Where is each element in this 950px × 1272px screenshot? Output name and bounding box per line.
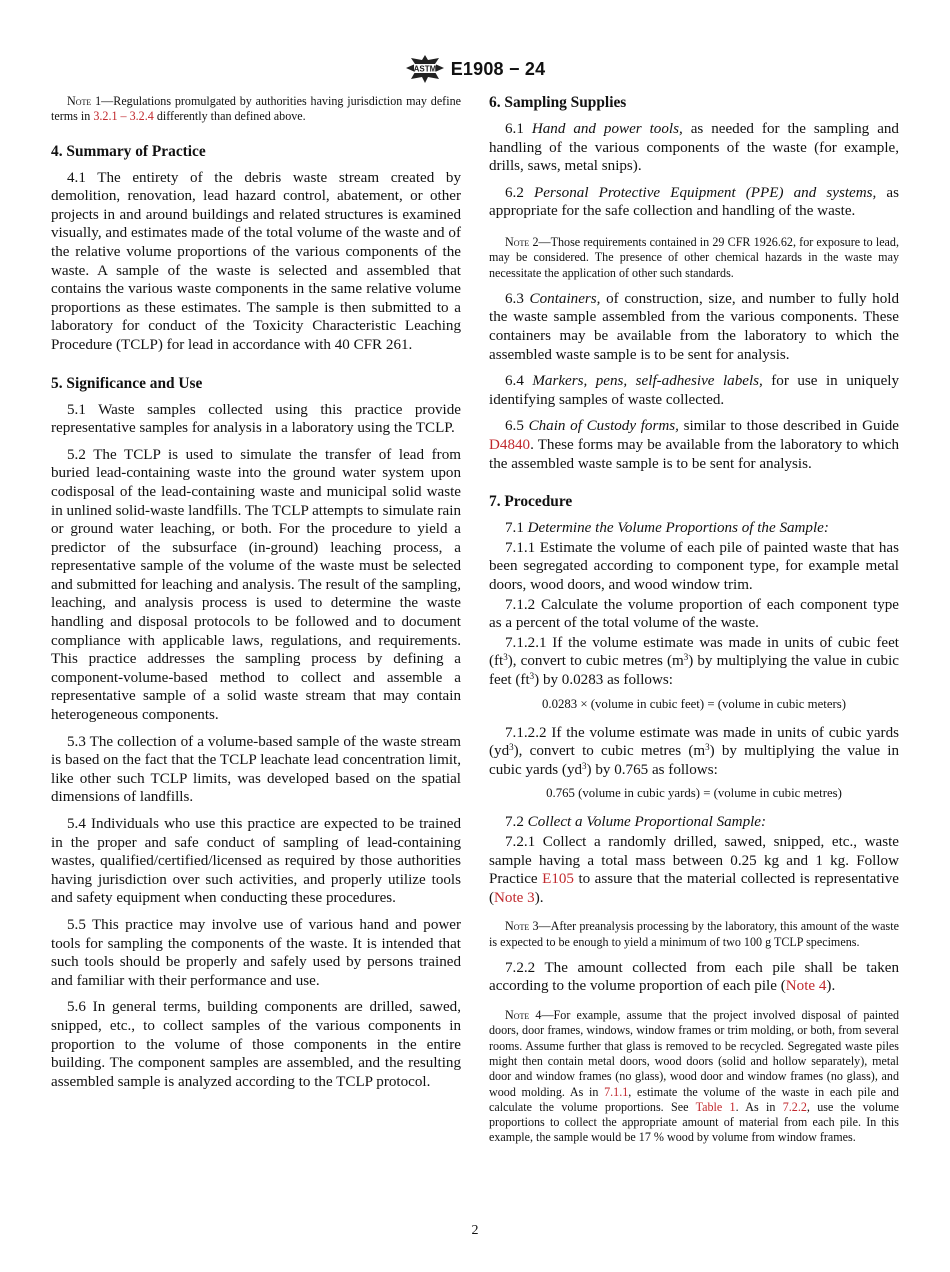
note-1: Note 1—Regulations promulgated by authorities having jurisdiction may define terms in 3.2.1 – 3.2.4 differently than defined above. bbox=[51, 94, 461, 124]
paragraph-6-5: 6.5 Chain of Custody forms, similar to those described in Guide D4840. These forms may be available from the laboratory to which the assembled waste sample is to be sent for analysis. bbox=[489, 418, 900, 472]
link-d4840[interactable]: D4840 bbox=[489, 437, 531, 454]
paragraph-5-3: 5.3 The collection of a volume-based sample of the waste stream is based on the fact that the TCLP leachate lead concentration limit, like other such TCLP limits, was developed based on the spatial dimensions of landfills. bbox=[51, 733, 461, 806]
svg-text:ASTM: ASTM bbox=[413, 64, 437, 74]
paragraph-5-1: 5.1 Waste samples collected using this practice provide representative samples for analysis in a laboratory using the TCLP. bbox=[51, 401, 461, 437]
paragraph-5-5: 5.5 This practice may involve use of various hand and power tools for sampling the components of the waste. It is intended that such tools should be properly and safely used by persons trained and familiar with their performance and use. bbox=[51, 916, 461, 989]
paragraph-6-3: 6.3 Containers, of construction, size, and number to fully hold the waste sample assembled from the various components. These containers may be available from the laboratory to which the assembled waste sample is to be sent for analysis. bbox=[489, 290, 899, 363]
note-2: Note 2—Those requirements contained in 29 CFR 1926.62, for exposure to lead, may be considered. The presence of other chemical hazards in the waste may necessitate the application of other such standards. bbox=[489, 234, 899, 280]
paragraph-7-1: 7.1 Determine the Volume Proportions of the Sample: bbox=[505, 520, 829, 537]
section-5-title: 5. Significance and Use bbox=[51, 374, 203, 392]
link-3-2-1[interactable]: 3.2.1 – 3.2.4 bbox=[93, 109, 154, 124]
paragraph-7-1-2-1: 7.1.2.1 If the volume estimate was made in units of cubic feet $(ft^3)$, convert to cubic metres $(m^3)$ by multiplying the value in cubic feet $(ft^3)$ by 0.0283 as follows: bbox=[489, 634, 899, 688]
paragraph-7-1-1: 7.1.1 Estimate the volume of each pile of painted waste that has been segregated according to component type, for example metal doors, wood doors, and wood window trim. bbox=[489, 539, 899, 593]
paragraph-7-2-2: 7.2.2 The amount collected from each pile shall be taken according to the volume proportion of each pile (Note 4). bbox=[489, 959, 899, 995]
paragraph-7-1-2: 7.1.2 Calculate the volume proportion of each component type as a percent of the total volume of the waste. bbox=[489, 596, 899, 632]
right-column bbox=[489, 94, 899, 1155]
paragraph-7-2-1: 7.2.1 Collect a randomly drilled, sawed, snipped, etc., waste sample having a total mass between 0.25 kg and 1 kg. Follow Practice E105 to assure that the material collected is representative (Note 3). bbox=[489, 833, 899, 906]
paragraph-7-2: 7.2 Collect a Volume Proportional Sample: bbox=[505, 814, 767, 831]
section-7-title: 7. Procedure bbox=[489, 493, 573, 511]
link-note-3[interactable]: Note 3 bbox=[494, 889, 535, 906]
note-4: Note 4—For example, assume that the project involved disposal of painted doors, door frames, windows, window frames or trim molding, or both, from several rooms. Assume further that glass is removed to be recycled. Segregated waste piles might then contain metal doors, wood doors (solid and hollow separately), metal door and window frames (no glass), wood door and window frames (no glass), and wood molding. As in 7.1.1, estimate the volume of the waste in each pile and calculate the volume proportions. See Table 1. As in 7.2.2, use the volume proportions to collect the appropriate amount of material from each pile. In this example, the sample would be 17 % wood by volume from window frames. bbox=[489, 1008, 900, 1145]
paragraph-5-2: 5.2 The TCLP is used to simulate the transfer of lead from buried lead-containing waste into the ground water system upon codisposal of the lead-containing waste and municipal solid waste in unlined solid-waste landfills. The TCLP attempts to simulate rain or ground water leaching, or both. For the procedure to yield a predictor of the subsurface (in-ground) leaching process, a representative sample of the volume of the waste must be selected and submitted for leaching and analysis. The result of the sampling, leaching, and analysis process is used to determine the waste handling and disposal protocols to be followed and to document compliance with applicable laws, regulations, and requirements. This practice addresses the sampling process by defining a component-volume-based method to collect and assemble a representative sample of a solid waste stream that may contain heterogeneous components. bbox=[51, 446, 461, 724]
document-designation: E1908 − 24 bbox=[450, 58, 546, 79]
left-column bbox=[51, 94, 461, 1099]
paragraph-6-4: 6.4 Markers, pens, self-adhesive labels, for use in uniquely identifying samples of waste collected. bbox=[489, 373, 900, 408]
page-header bbox=[0, 52, 950, 86]
paragraph-4-1: 4.1 The entirety of the debris waste stream created by demolition, renovation, lead hazard control, abatement, or other projects in and around buildings and related structures is examined visually, and estimates made of the total volume of the waste and of the relative volume proportions of the various components of the waste. A sample of the waste is selected and assembled that contains the various waste components in the same relative volume proportions as these estimates. The sample is then submitted to a laboratory for conduct of the Toxicity Characteristic Leaching Procedure (TCLP) for lead in accordance with 40 CFR 261. bbox=[51, 169, 461, 353]
link-e105[interactable]: E105 bbox=[542, 871, 574, 888]
section-6-title: 6. Sampling Supplies bbox=[489, 94, 627, 111]
paragraph-5-6: 5.6 In general terms, building components are drilled, sawed, snipped, etc., to collect samples of the various components in proportion to the volume of those components in the entire building. The component samples are assembled, and the resulting assembled sample is analyzed according to the TCLP protocol. bbox=[51, 999, 461, 1090]
equation-1: 0.0283 × (volume in cubic feet) = (volume in cubic meters) bbox=[541, 696, 847, 711]
link-7-1-1[interactable]: 7.1.1 bbox=[604, 1084, 629, 1099]
paragraph-5-4: 5.4 Individuals who use this practice are expected to be trained in the proper and safe conduct of sampling of lead-containing wastes, qualified/certified/licensed as required by those authorities having jurisdiction over such activities, and properly utilize tools and safety equipment when conducting these procedures. bbox=[51, 816, 461, 907]
link-note-4[interactable]: Note 4 bbox=[785, 978, 827, 995]
section-4-title: 4. Summary of Practice bbox=[51, 142, 206, 160]
note-3: Note 3—After preanalysis processing by the laboratory, this amount of the waste is expected to be enough to yield a minimum of two 100 g TCLP specimens. bbox=[489, 919, 899, 949]
page-number: 2 bbox=[471, 1223, 479, 1238]
astm-logo-icon bbox=[405, 54, 445, 84]
paragraph-6-2: 6.2 Personal Protective Equipment (PPE) and systems, as appropriate for the safe collection and handling of the waste. bbox=[489, 184, 900, 220]
equation-2: 0.765 (volume in cubic yards) = (volume in cubic metres) bbox=[546, 786, 842, 801]
paragraph-6-1: 6.1 Hand and power tools, as needed for the sampling and handling of the various components of the waste (for example, drills, saws, metal snips). bbox=[489, 121, 899, 175]
link-table-1[interactable]: Table 1 bbox=[695, 1099, 736, 1114]
paragraph-7-1-2-2: 7.1.2.2 If the volume estimate was made in units of cubic yards $(yd^3)$, convert to cubic metres $(m^3)$ by multiplying the value in cubic yards $(yd^3)$ by 0.765 as follows: bbox=[489, 724, 899, 778]
link-7-2-2[interactable]: 7.2.2 bbox=[782, 1099, 807, 1114]
